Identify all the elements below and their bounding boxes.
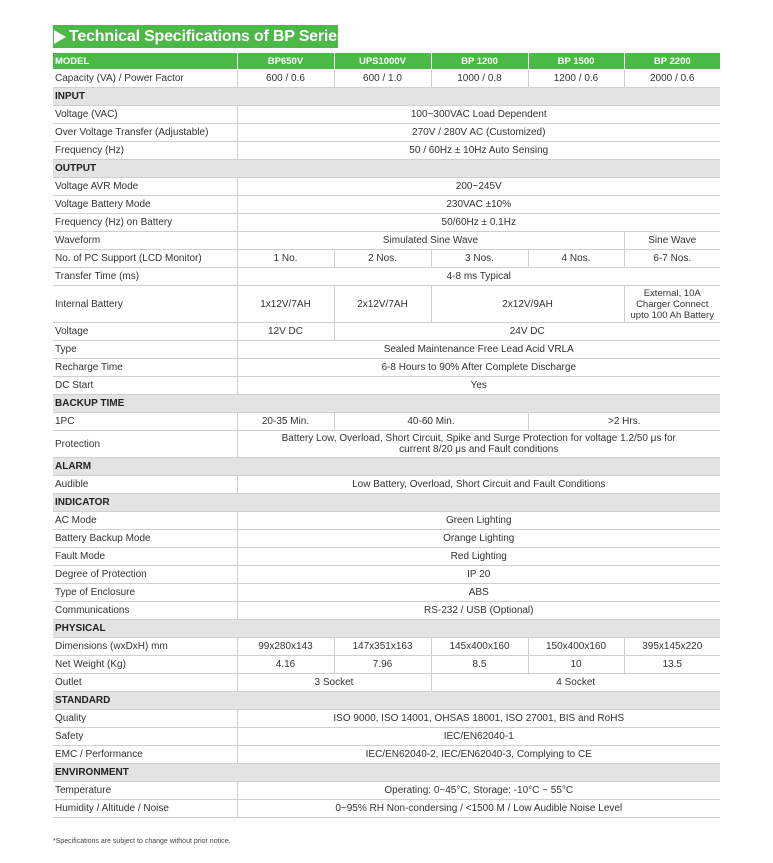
table-row [53, 142, 720, 160]
cell: 40-60 Min. [334, 413, 528, 431]
cell: 99x280x143 [237, 638, 334, 656]
table-row [53, 710, 720, 728]
cell: Sine Wave [624, 232, 720, 250]
cell: 6-8 Hours to 90% After Complete Discharge [237, 359, 720, 377]
cell: Operating: 0~45°C, Storage: -10°C ~ 55°C [237, 782, 720, 800]
page-title-banner [53, 25, 346, 48]
cell: 50 / 60Hz ± 10Hz Auto Sensing [237, 142, 720, 160]
cell: 4-8 ms Typical [237, 268, 720, 286]
cell: Simulated Sine Wave [237, 232, 624, 250]
row-label: EMC / Performance [53, 746, 237, 764]
cell: IEC/EN62040-1 [237, 728, 720, 746]
cell: Battery Low, Overload, Short Circuit, Spike and Surge Protection for voltage 1.2/50 μs for current 8/20 μs and Fault conditions [237, 431, 720, 458]
cell: 13.5 [624, 656, 720, 674]
cell: 2000 / 0.6 [624, 70, 720, 88]
cell: Low Battery, Overload, Short Circuit and Fault Conditions [237, 476, 720, 494]
table-row [53, 782, 720, 800]
cell: IP 20 [237, 566, 720, 584]
cell: 6-7 Nos. [624, 250, 720, 268]
table-row [53, 250, 720, 268]
cell: 0~95% RH Non-condersing / <1500 M / Low Audible Noise Level [237, 800, 720, 818]
table-row [53, 548, 720, 566]
cell: 7.96 [334, 656, 431, 674]
section-row [53, 160, 720, 178]
cell: 270V / 280V AC (Customized) [237, 124, 720, 142]
row-label: Frequency (Hz) on Battery [53, 214, 237, 232]
header-bp650v: BP650V [237, 53, 334, 70]
row-label: Type [53, 341, 237, 359]
section-title-alarm: ALARM [53, 458, 720, 476]
table-row [53, 674, 720, 692]
section-row [53, 764, 720, 782]
table-row [53, 566, 720, 584]
cell: 4.16 [237, 656, 334, 674]
table-row [53, 377, 720, 395]
cell: Yes [237, 377, 720, 395]
cell: 230VAC ±10% [237, 196, 720, 214]
section-row [53, 692, 720, 710]
row-label: Temperature [53, 782, 237, 800]
cell: 395x145x220 [624, 638, 720, 656]
row-label: Protection [53, 431, 237, 458]
table-row [53, 728, 720, 746]
header-bp2200: BP 2200 [624, 53, 720, 70]
cell: 145x400x160 [431, 638, 528, 656]
row-label: Dimensions (wxDxH) mm [53, 638, 237, 656]
section-title-backup: BACKUP TIME [53, 395, 720, 413]
section-title-standard: STANDARD [53, 692, 720, 710]
cell: 1x12V/7AH [237, 286, 334, 323]
row-label: Communications [53, 602, 237, 620]
cell: 2 Nos. [334, 250, 431, 268]
table-row [53, 70, 720, 88]
table-row [53, 602, 720, 620]
cell: External, 10A Charger Connect upto 100 Ah Battery [624, 286, 720, 323]
cell: IEC/EN62040-2, IEC/EN62040-3, Complying to CE [237, 746, 720, 764]
row-label: Outlet [53, 674, 237, 692]
header-bp1500: BP 1500 [528, 53, 624, 70]
row-label: Recharge Time [53, 359, 237, 377]
row-label: Waveform [53, 232, 237, 250]
cell: 1 No. [237, 250, 334, 268]
cell: Orange Lighting [237, 530, 720, 548]
table-row [53, 106, 720, 124]
cell: 600 / 1.0 [334, 70, 431, 88]
cell: 1000 / 0.8 [431, 70, 528, 88]
section-title-output: OUTPUT [53, 160, 720, 178]
table-row [53, 323, 720, 341]
footnote: *Specifications are subject to change without prior notice. [53, 838, 231, 845]
table-row [53, 286, 720, 323]
cell: 3 Socket [237, 674, 431, 692]
row-label: Fault Mode [53, 548, 237, 566]
cell: 200~245V [237, 178, 720, 196]
cell: RS-232 / USB (Optional) [237, 602, 720, 620]
section-title-indicator: INDICATOR [53, 494, 720, 512]
row-label: Battery Backup Mode [53, 530, 237, 548]
cell: 4 Nos. [528, 250, 624, 268]
section-title-environment: ENVIRONMENT [53, 764, 720, 782]
spec-table [53, 53, 720, 818]
cell: 1200 / 0.6 [528, 70, 624, 88]
table-row [53, 746, 720, 764]
cell: 600 / 0.6 [237, 70, 334, 88]
cell: 150x400x160 [528, 638, 624, 656]
cell: Sealed Maintenance Free Lead Acid VRLA [237, 341, 720, 359]
table-row [53, 512, 720, 530]
cell: Red Lighting [237, 548, 720, 566]
section-row [53, 494, 720, 512]
cell: 50/60Hz ± 0.1Hz [237, 214, 720, 232]
row-label: Internal Battery [53, 286, 237, 323]
section-title-physical: PHYSICAL [53, 620, 720, 638]
table-row [53, 800, 720, 818]
table-row [53, 196, 720, 214]
table-row [53, 431, 720, 458]
cell: 2x12V/9AH [431, 286, 624, 323]
row-label: Quality [53, 710, 237, 728]
row-label: Voltage AVR Mode [53, 178, 237, 196]
cell: 8.5 [431, 656, 528, 674]
row-label: Humidity / Altitude / Noise [53, 800, 237, 818]
row-label: Capacity (VA) / Power Factor [53, 70, 237, 88]
header-model: MODEL [53, 53, 237, 70]
cell: >2 Hrs. [528, 413, 720, 431]
header-bp1200: BP 1200 [431, 53, 528, 70]
row-label: Type of Enclosure [53, 584, 237, 602]
row-label: DC Start [53, 377, 237, 395]
row-label: 1PC [53, 413, 237, 431]
section-row [53, 395, 720, 413]
table-row [53, 341, 720, 359]
row-label: Frequency (Hz) [53, 142, 237, 160]
table-row [53, 656, 720, 674]
table-row [53, 476, 720, 494]
cell: Green Lighting [237, 512, 720, 530]
table-row [53, 124, 720, 142]
cell: 2x12V/7AH [334, 286, 431, 323]
row-label: Safety [53, 728, 237, 746]
row-label: Voltage Battery Mode [53, 196, 237, 214]
row-label: Net Weight (Kg) [53, 656, 237, 674]
row-label: Voltage (VAC) [53, 106, 237, 124]
table-row [53, 232, 720, 250]
cell: 10 [528, 656, 624, 674]
table-row [53, 268, 720, 286]
section-title-input: INPUT [53, 88, 720, 106]
table-row [53, 214, 720, 232]
page-title: Technical Specifications of BP Series [69, 27, 346, 45]
table-row [53, 359, 720, 377]
play-arrow-icon [53, 25, 67, 48]
row-label: No. of PC Support (LCD Monitor) [53, 250, 237, 268]
table-header-row [53, 53, 720, 70]
table-row [53, 530, 720, 548]
cell: 3 Nos. [431, 250, 528, 268]
cell: 24V DC [334, 323, 720, 341]
section-row [53, 458, 720, 476]
row-label: Degree of Protection [53, 566, 237, 584]
table-row [53, 638, 720, 656]
row-label: Audible [53, 476, 237, 494]
section-row [53, 88, 720, 106]
table-row [53, 413, 720, 431]
table-row [53, 178, 720, 196]
header-ups1000v: UPS1000V [334, 53, 431, 70]
section-row [53, 620, 720, 638]
cell: 147x351x163 [334, 638, 431, 656]
cell: 20-35 Min. [237, 413, 334, 431]
row-label: Transfer Time (ms) [53, 268, 237, 286]
row-label: Voltage [53, 323, 237, 341]
cell: 100~300VAC Load Dependent [237, 106, 720, 124]
cell: ABS [237, 584, 720, 602]
table-row [53, 584, 720, 602]
row-label: AC Mode [53, 512, 237, 530]
row-label: Over Voltage Transfer (Adjustable) [53, 124, 237, 142]
cell: 12V DC [237, 323, 334, 341]
cell: 4 Socket [431, 674, 720, 692]
cell: ISO 9000, ISO 14001, OHSAS 18001, ISO 27001, BIS and RoHS [237, 710, 720, 728]
